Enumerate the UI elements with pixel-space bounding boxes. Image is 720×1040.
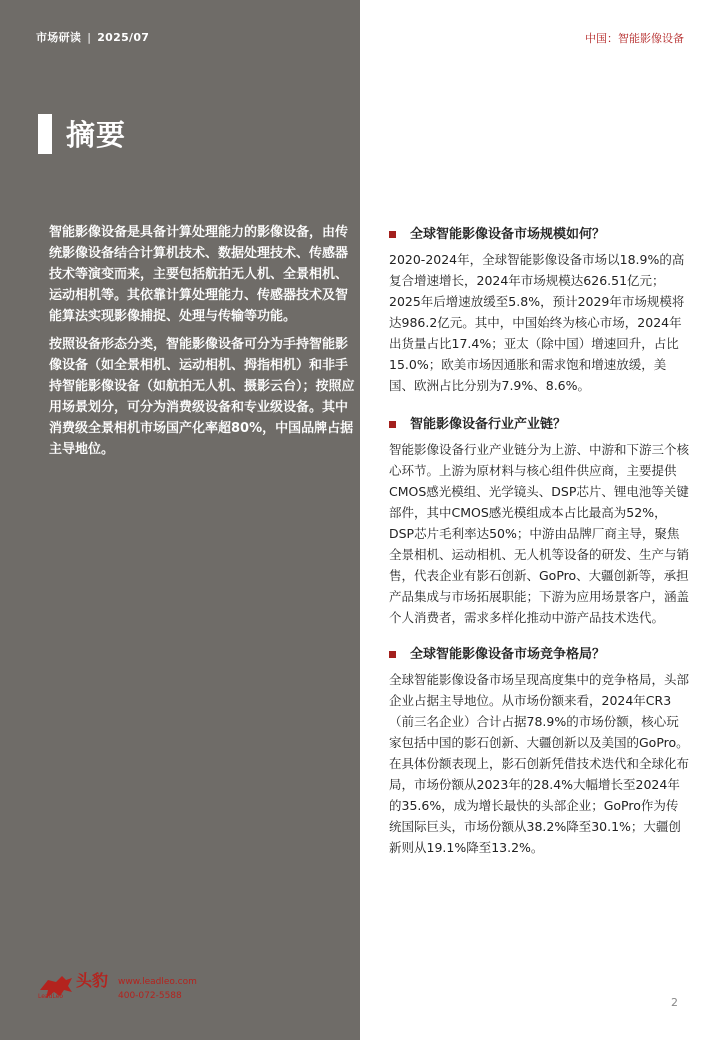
report-type: 市场研读 bbox=[36, 31, 82, 44]
summary-text bbox=[49, 222, 355, 467]
summary-paragraph-1: 智能影像设备是具备计算处理能力的影像设备，由传统影像设备结合计算机技术、数据处理技术、传感器技术等演变而来，主要包括航拍无人机、全景相机、运动相机等。其依靠计算处理能力、传感器技术及智能算法实现影像捕捉、处理与传输等功能。 bbox=[49, 225, 349, 324]
bullet-square-icon bbox=[389, 421, 396, 428]
summary-paragraph-2: 按照设备形态分类，智能影像设备可分为手持智能影像设备（如全景相机、运动相机、拇指相机）和非手持智能影像设备（如航拍无人机、摄影云台）；按照应用场景划分，可分为消费级设备和专业级设备。其中消费级全景相机市场国产化率超80%，中国品牌占据主导地位。 bbox=[49, 337, 355, 457]
report-date: 2025/07 bbox=[97, 31, 150, 44]
section-body-market-size: 2020-2024年，全球智能影像设备市场以18.9%的高复合增速增长，2024年市场规模达626.51亿元；2025年后增速放缓至5.8%，预计2029年市场规模将达986.2亿元。其中，中国始终为核心市场，2024年出货量占比17.4%；亚太（除中国）增速回升，占比15.0%；欧美市场因通胀和需求饱和增速放缓，美国、欧洲占比分别为7.9%、8.6%。 bbox=[389, 252, 685, 393]
section-heading-text: 全球智能影像设备市场规模如何？ bbox=[410, 226, 606, 242]
section-heading-text: 全球智能影像设备市场竞争格局？ bbox=[410, 646, 606, 662]
logo-text: 头豹 bbox=[76, 971, 109, 990]
section-heading-industry-chain bbox=[389, 412, 689, 436]
title-block bbox=[38, 113, 126, 154]
section-body-industry-chain: 智能影像设备行业产业链分为上游、中游和下游三个核心环节。上游为原材料与核心组件供应商，主要提供CMOS感光模组、光学镜头、DSP芯片、锂电池等关键部件，其中CMOS感光模组成本占比最高为52%，DSP芯片毛利率达50%；中游由品牌厂商主导，聚焦全景相机、运动相机、无人机等设备的研发、生产与销售，代表企业有影石创新、GoPro、大疆创新等，承担产品集成与市场拓展职能；下游为应用场景客户，涵盖个人消费者，需求多样化推动中游产品技术迭代。 bbox=[389, 442, 690, 625]
report-topic: 中国：智能影像设备 bbox=[585, 32, 684, 45]
bullet-square-icon bbox=[389, 231, 396, 238]
page-title: 摘要 bbox=[66, 118, 127, 152]
page-number: 2 bbox=[671, 996, 678, 1009]
footer-url[interactable]: www.leadleo.com bbox=[118, 977, 197, 987]
section-heading-text: 智能影像设备行业产业链？ bbox=[410, 416, 567, 432]
section-heading-competition bbox=[389, 642, 689, 666]
logo-subtext: LeadLeo bbox=[38, 993, 64, 1000]
title-bar-decoration bbox=[38, 114, 52, 154]
section-heading-market-size bbox=[389, 222, 689, 246]
key-questions bbox=[389, 222, 689, 872]
section-body-competition: 全球智能影像设备市场呈现高度集中的竞争格局，头部企业占据主导地位。从市场份额来看，2024年CR3（前三名企业）合计占据78.9%的市场份额，核心玩家包括中国的影石创新、大疆创新以及美国的GoPro。在具体份额表现上，影石创新凭借技术迭代和全球化布局，市场份额从2023年的28.4%大幅增长至2024年的35.6%，成为增长最快的头部企业；GoPro作为传统国际巨头，市场份额从38.2%降至30.1%；大疆创新则从19.1%降至13.2%。 bbox=[389, 672, 690, 855]
header-left bbox=[36, 29, 149, 45]
footer-phone: 400-072-5588 bbox=[118, 991, 182, 1001]
header-separator: | bbox=[87, 31, 92, 44]
bullet-square-icon bbox=[389, 651, 396, 658]
